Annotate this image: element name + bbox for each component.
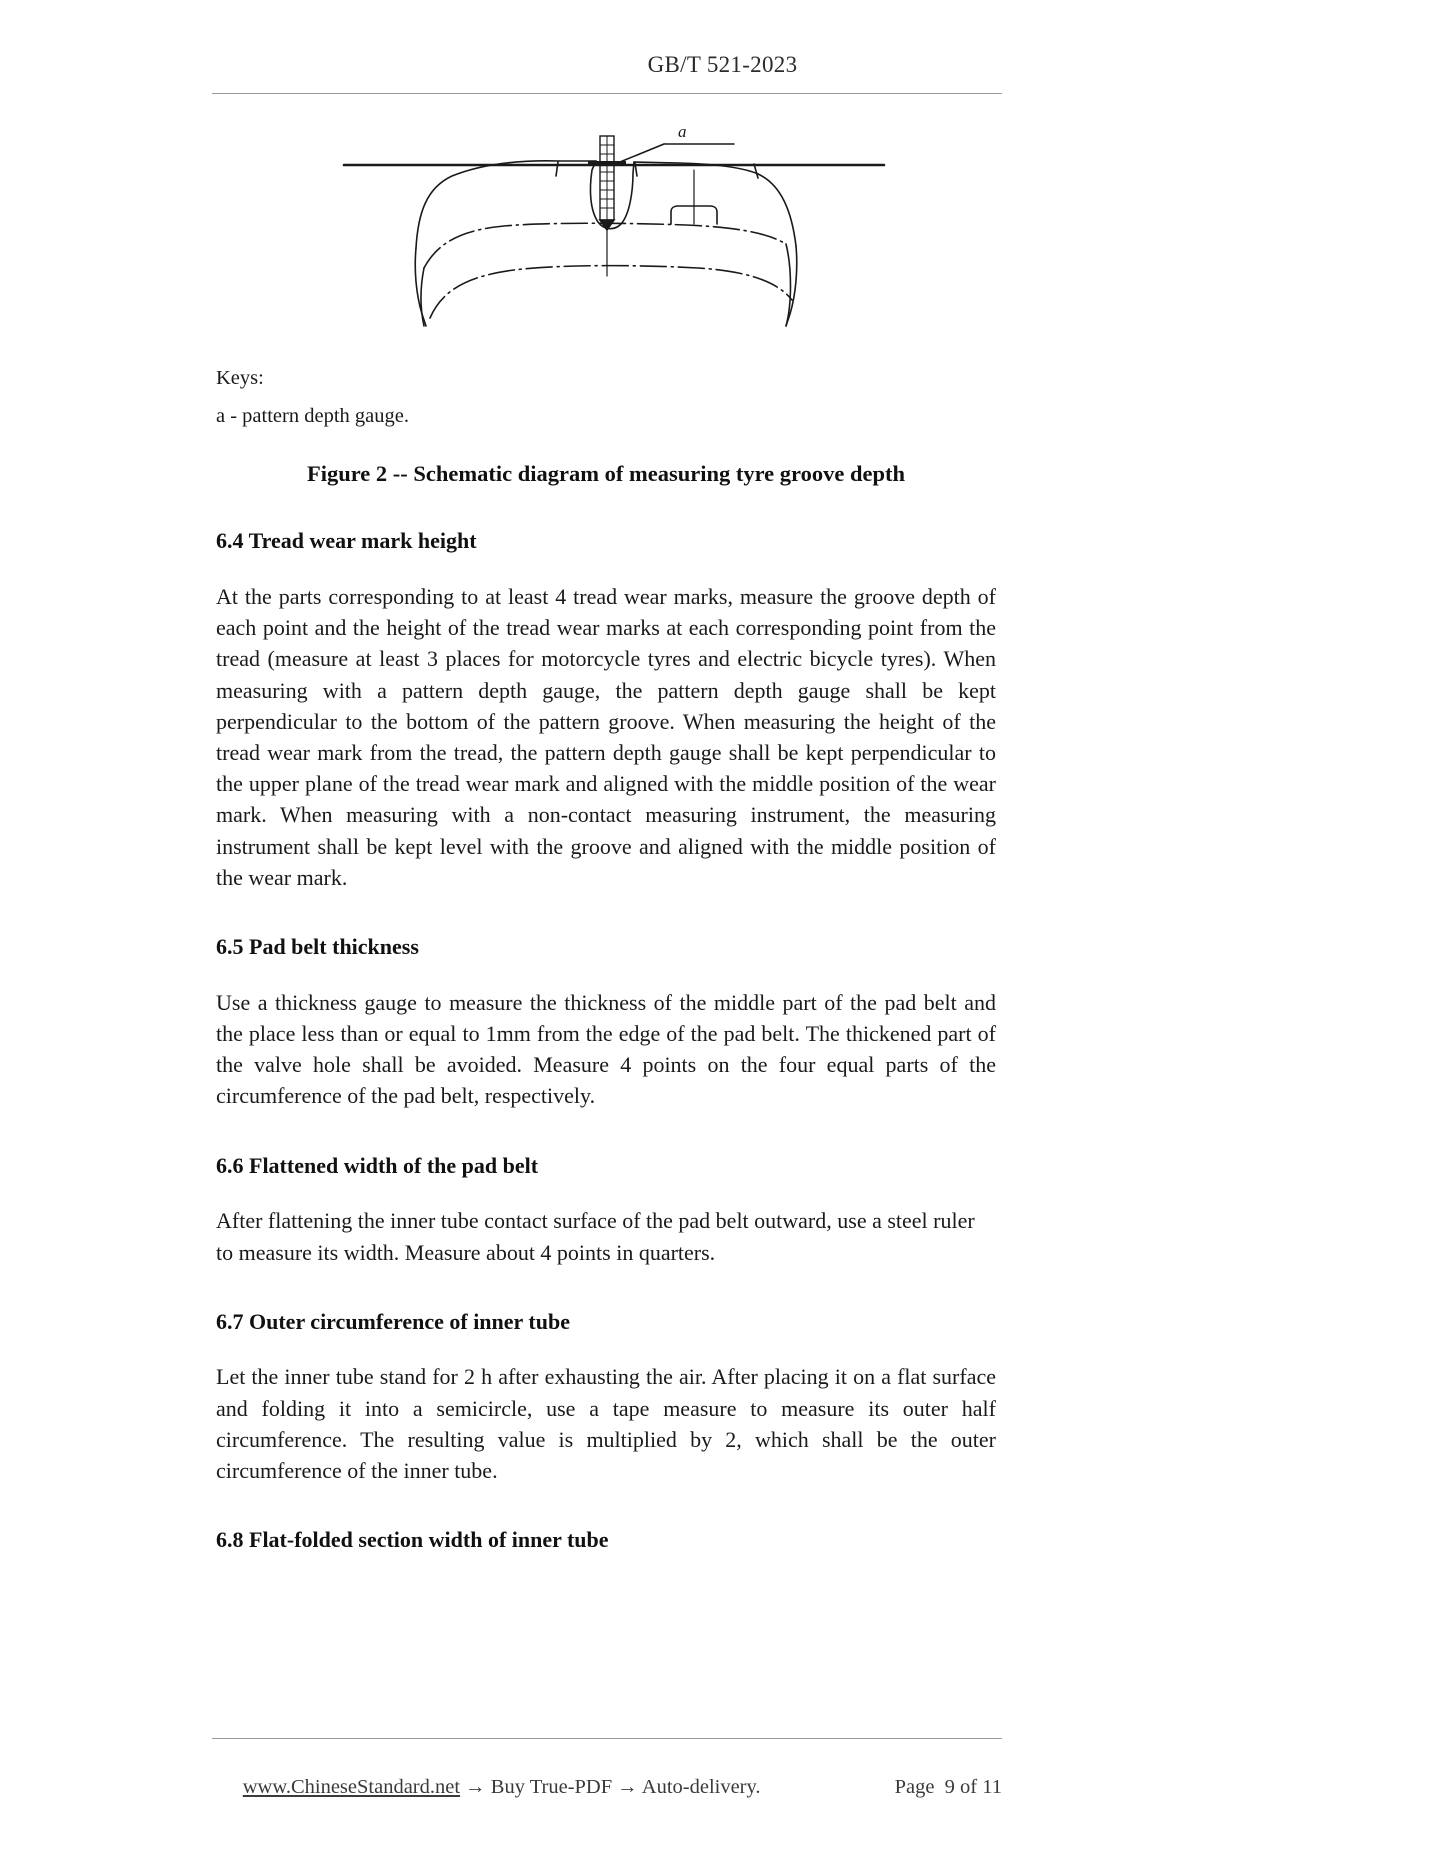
footer-divider: [212, 1738, 1002, 1739]
chinesestandard-link[interactable]: www.ChineseStandard.net: [242, 1776, 461, 1798]
standard-number: GB/T 521-2023: [647, 52, 798, 77]
section-body-6-5: Use a thickness gauge to measure the thickness of the middle part of the pad belt and the place less than or equal to 1mm from the edge of the pad belt. The thickened part of the valve hole shall be avoided. Measure 4 points on the four equal parts of the circumference of the pad belt, respectively.: [216, 989, 996, 1109]
page-number: 9: [944, 1776, 955, 1798]
section-heading-6-4: 6.4 Tread wear mark height: [216, 528, 477, 554]
arrow-right-icon-2: →: [617, 1776, 638, 1798]
section-heading-6-8: 6.8 Flat-folded section width of inner tube: [216, 1527, 609, 1553]
figure-label-a: a: [678, 122, 687, 141]
sidewall-right-lower: [786, 246, 797, 326]
section-body-6-6: After flattening the inner tube contact surface of the pad belt outward, use a steel ruler to measure its width. Measure about 4 points in quarters.: [216, 1208, 975, 1265]
inner-liner-line: [430, 266, 792, 318]
figure-keys: [216, 359, 996, 435]
page-word: Page: [894, 1776, 935, 1798]
arrow-right-icon-1: →: [465, 1776, 486, 1798]
page-content: [216, 110, 996, 1555]
depth-gauge-graduations: [600, 136, 614, 220]
pattern-groove-outline: [590, 161, 634, 229]
footer-tagline-1: Buy True-PDF: [490, 1776, 613, 1798]
page-gap-1: [934, 1776, 944, 1798]
footer-tagline-2: Auto-delivery.: [641, 1776, 761, 1798]
tread-outer-left: [416, 161, 559, 248]
section-heading-6-7: 6.7 Outer circumference of inner tube: [216, 1308, 570, 1334]
tyre-cross-section-drawing: [334, 118, 894, 333]
of-word: of: [960, 1776, 978, 1798]
section-heading-6-6: 6.6 Flattened width of the pad belt: [216, 1152, 539, 1178]
page-footer: [212, 1753, 1002, 1822]
footer-promo: [212, 1753, 761, 1822]
header-divider: [212, 93, 1002, 94]
section-body-6-4: At the parts corresponding to at least 4 tread wear marks, measure the groove depth of each point and the height of the tread wear marks at each corresponding point from the tread (measure at least 3 places for motorcycle tyres and electric bicycle tyres). When measuring with a pattern depth gauge, the pattern depth gauge shall be kept perpendicular to the bottom of the pattern groove. When measuring the height of the tread wear mark from the tread, the pattern depth gauge shall be kept perpendicular to the upper plane of the tread wear mark and aligned with the middle position of the wear mark. When measuring with a non-contact measuring instrument, the measuring instrument shall be kept level with the groove and aligned with the middle position of the wear mark.: [216, 583, 996, 890]
page-indicator: [864, 1753, 1002, 1822]
section-heading-6-5: 6.5 Pad belt thickness: [216, 934, 419, 960]
section-body-6-7: Let the inner tube stand for 2 h after exhausting the air. After placing it on a flat surface and folding it into a semicircle, use a tape measure to measure its outer half circumference. The resulting value is multiplied by 2, which shall be the outer circumference of the inner tube.: [216, 1364, 996, 1484]
page-total: 11: [982, 1776, 1002, 1798]
keys-item-a: a - pattern depth gauge.: [216, 405, 409, 428]
keys-title: Keys:: [216, 367, 264, 389]
page-header: [0, 52, 1445, 78]
figure-caption: Figure 2 -- Schematic diagram of measuring tyre groove depth: [306, 461, 906, 487]
label-leader-line: [615, 144, 664, 164]
figure-2-illustration: [216, 110, 996, 335]
belt-ply-line: [424, 223, 786, 268]
